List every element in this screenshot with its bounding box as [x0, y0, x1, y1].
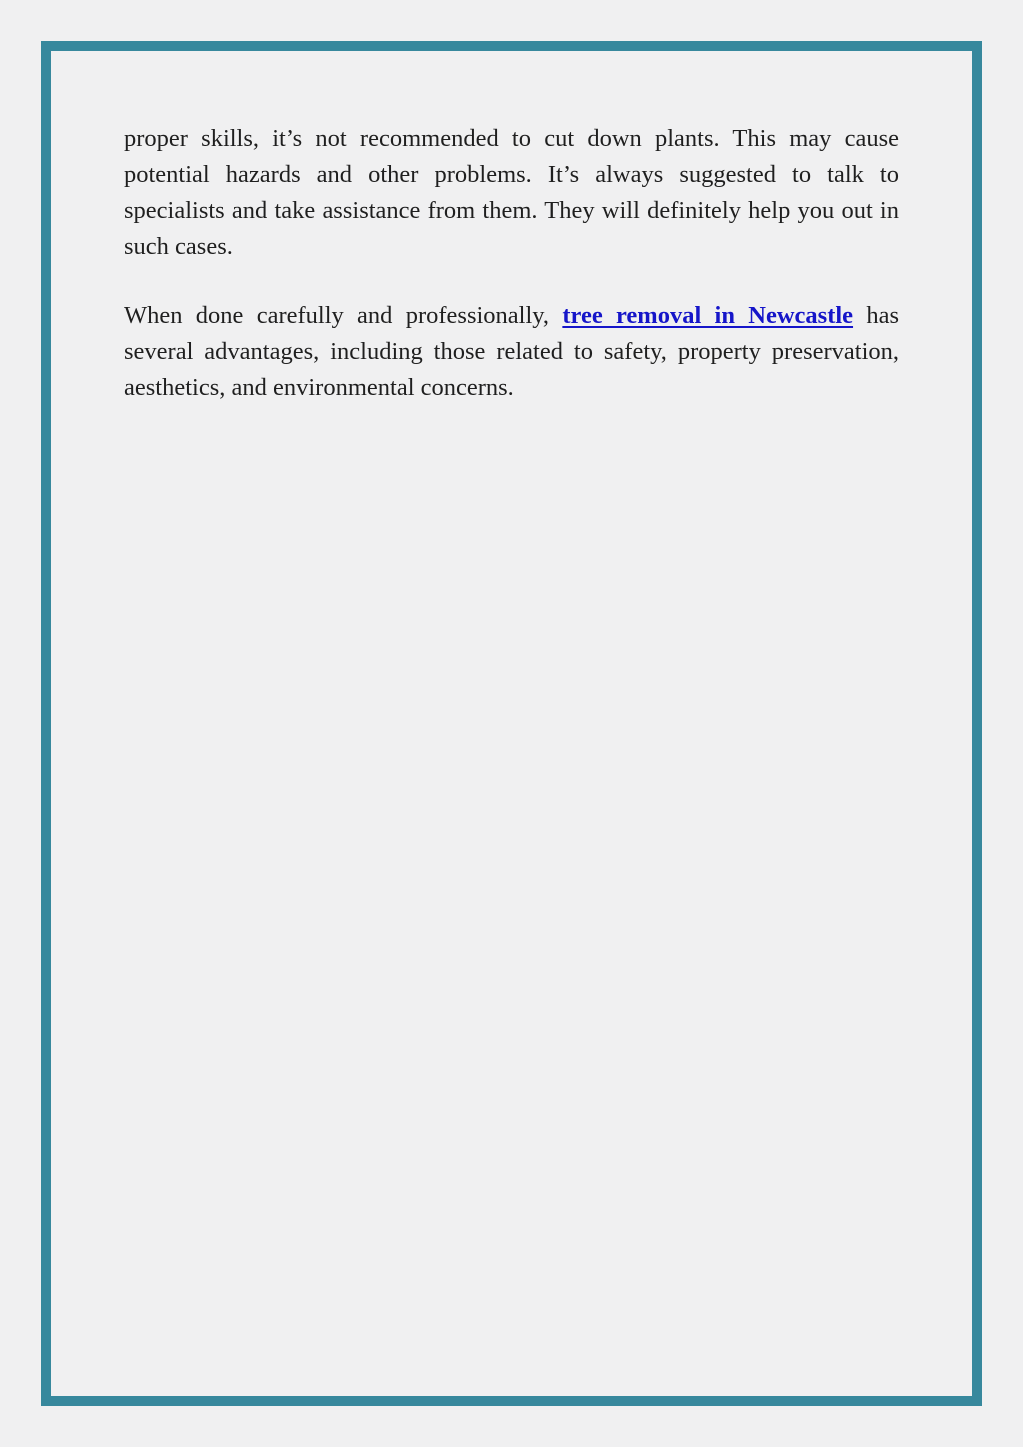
paragraph-1: proper skills, it’s not recommended to cut down plants. This may cause potential hazards and other problems. It’s always suggested to talk to specialists and take assistance from them. They will definitely help you out in such cases. — [124, 125, 899, 260]
paragraph-2 — [124, 298, 899, 406]
paragraph-2-rest: has several advantages, including those related to safety, property preservation, aesthetics, and environmental concerns. — [124, 302, 899, 401]
tree-removal-link[interactable]: tree removal in Newcastle — [562, 302, 854, 329]
paragraph-2-intro: When done carefully and professionally, — [124, 302, 563, 329]
document-content — [124, 121, 899, 406]
